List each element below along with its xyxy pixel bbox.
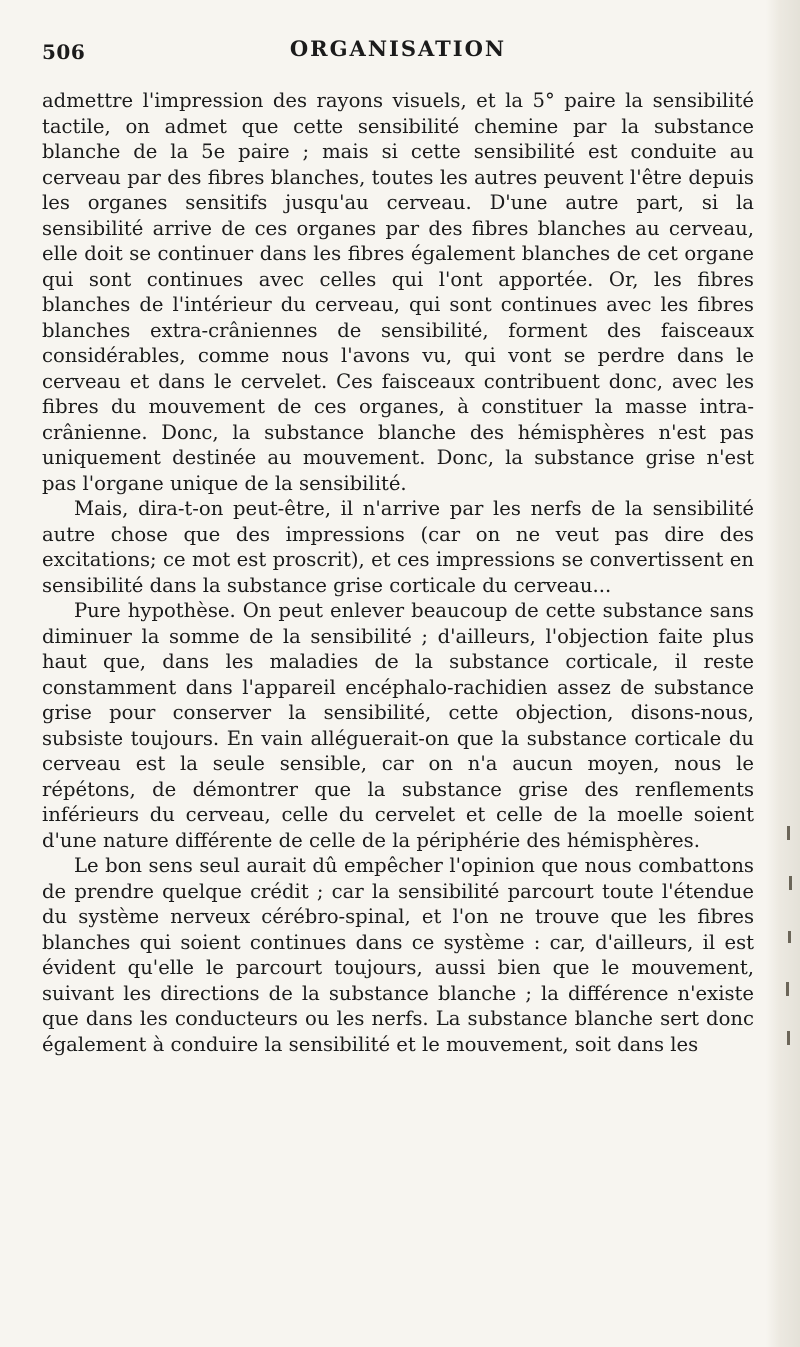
page-number: 506 [42, 40, 86, 64]
running-head: ORGANISATION [289, 36, 507, 61]
edge-mark [789, 876, 792, 890]
edge-mark [787, 826, 790, 840]
edge-mark [787, 1031, 790, 1045]
paragraph: Mais, dira-t-on peut-être, il n'arrive par les nerfs de la sensibilité autre chose que des impressions (car on ne veut pas dire des excitations; ce mot est proscrit), et ces impressions se convertissent en sensibilité dans la substance grise corticale du cerveau... [42, 497, 754, 597]
page-header [42, 36, 754, 68]
edge-mark [788, 931, 791, 943]
paragraph: admettre l'impression des rayons visuels, et la 5° paire la sensibilité tactile, on admet que cette sensibilité chemine par la substance blanche de la 5e paire ; mais si cette sensibilité est conduite au cerveau par des fibres blanches, toutes les autres peuvent l'être depuis les organes sensitifs jusqu'au cerveau. D'une autre part, si la sensibilité arrive de ces organes par des fibres blanches au cerveau, elle doit se continuer dans les fibres également blanches de cet organe qui sont continues avec celles qui l'ont apportée. Or, les fibres blanches de l'intérieur du cerveau, qui sont continues avec les fibres blanches extra-crâniennes de sensibilité, forment des faisceaux considérables, comme nous l'avons vu, qui vont se perdre dans le cerveau et dans le cervelet. Ces faisceaux contribuent donc, avec les fibres du mouvement de ces organes, à constituer la masse intra-crânienne. Donc, la substance blanche des hémisphères n'est pas uniquement destinée au mouvement. Donc, la substance grise n'est pas l'organe unique de la sensibilité. [42, 89, 754, 495]
body-text [42, 88, 754, 1057]
page-edge [766, 0, 800, 1347]
edge-mark [786, 982, 789, 996]
paragraph: Pure hypothèse. On peut enlever beaucoup de cette substance sans diminuer la somme de la sensibilité ; d'ailleurs, l'objection faite plus haut que, dans les maladies de la substance corticale, il reste constamment dans l'appareil encéphalo-rachidien assez de substance grise pour conserver la sensibilité, cette objection, disons-nous, subsiste toujours. En vain alléguerait-on que la substance corticale du cerveau est la seule sensible, car on n'a aucun moyen, nous le répétons, de démontrer que la substance grise des renflements inférieurs du cerveau, celle du cervelet et celle de la moelle soient d'une nature différente de celle de la périphérie des hémisphères. [42, 599, 754, 852]
paragraph: Le bon sens seul aurait dû empêcher l'opinion que nous combattons de prendre quelque crédit ; car la sensibilité parcourt toute l'étendue du système nerveux cérébro-spinal, et l'on ne trouve que les fibres blanches qui soient continues dans ce système : car, d'ailleurs, il est évident qu'elle le parcourt toujours, aussi bien que le mouvement, suivant les directions de la substance blanche ; la différence n'existe que dans les conducteurs ou les nerfs. La substance blanche sert donc également à conduire la sensibilité et le mouvement, soit dans les [42, 854, 754, 1056]
